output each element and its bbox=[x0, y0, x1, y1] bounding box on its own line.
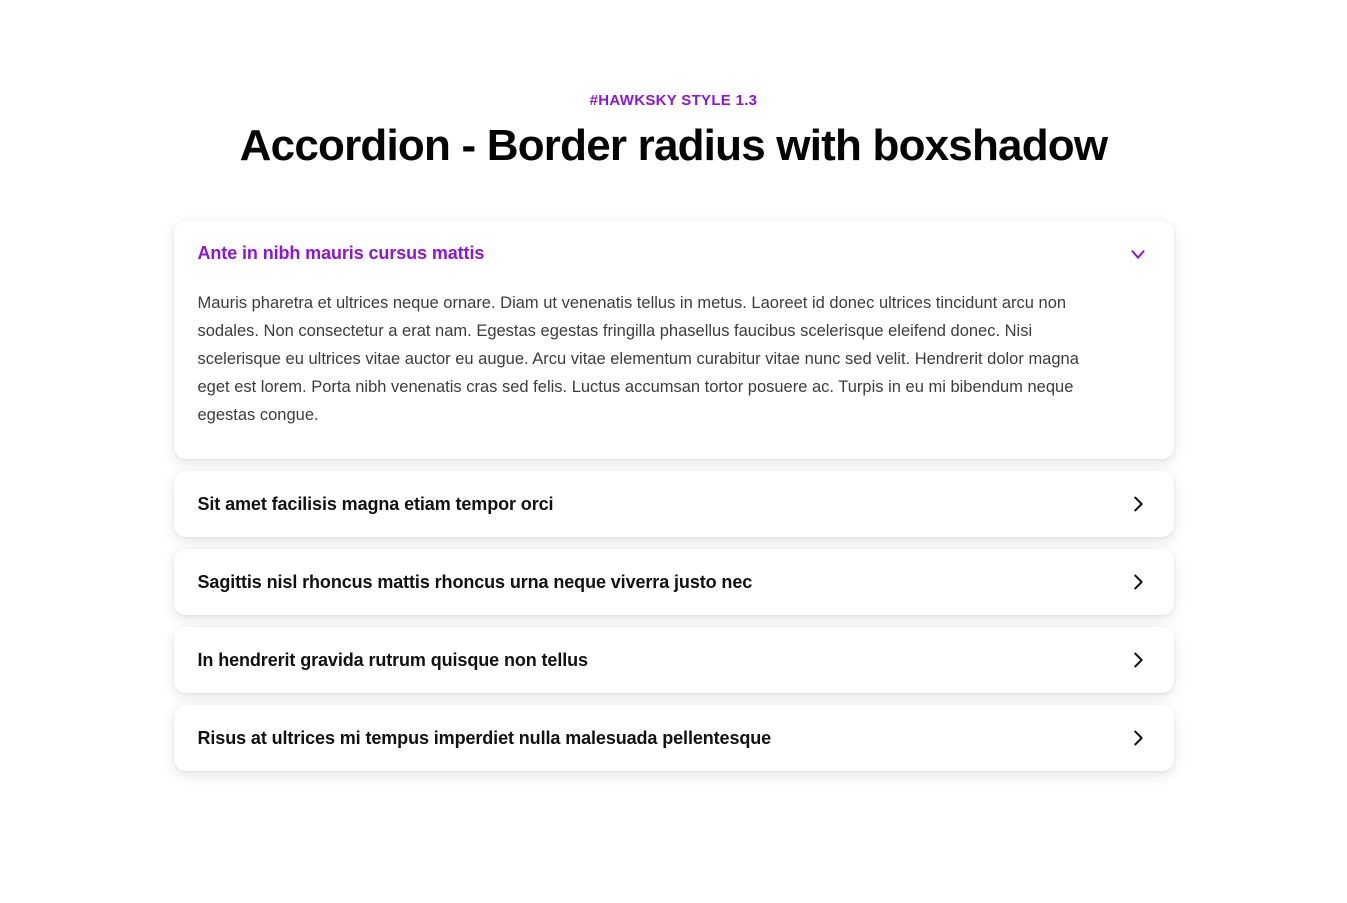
accordion-item-title: Risus at ultrices mi tempus imperdiet nulla malesuada pellentesque bbox=[197, 727, 772, 748]
accordion-item[interactable] bbox=[174, 627, 1174, 693]
chevron-right-icon[interactable] bbox=[1126, 726, 1150, 750]
accordion-item-title: Sit amet facilisis magna etiam tempor orci bbox=[197, 493, 554, 514]
page-eyebrow: #HAWKSKY STYLE 1.3 bbox=[589, 92, 758, 109]
chevron-right-icon[interactable] bbox=[1126, 648, 1150, 672]
accordion-item-title: Sagittis nisl rhoncus mattis rhoncus urna neque viverra justo nec bbox=[197, 571, 753, 592]
accordion-item-title: Ante in nibh mauris cursus mattis bbox=[197, 243, 485, 264]
chevron-right-icon[interactable] bbox=[1126, 492, 1150, 516]
accordion-header[interactable] bbox=[198, 705, 1150, 771]
page-title: Accordion - Border radius with boxshadow bbox=[239, 121, 1108, 170]
accordion-item[interactable] bbox=[174, 221, 1174, 459]
accordion-item[interactable] bbox=[174, 705, 1174, 771]
chevron-down-icon[interactable] bbox=[1126, 242, 1150, 266]
accordion-item-title: In hendrerit gravida rutrum quisque non tellus bbox=[197, 649, 588, 670]
accordion-header[interactable] bbox=[198, 549, 1150, 615]
accordion-header[interactable] bbox=[198, 471, 1150, 537]
accordion-item[interactable] bbox=[174, 471, 1174, 537]
accordion-header[interactable] bbox=[198, 221, 1150, 287]
accordion-item[interactable] bbox=[174, 549, 1174, 615]
accordion bbox=[174, 221, 1174, 771]
accordion-item-body: Mauris pharetra et ultrices neque ornare. Diam ut venenatis tellus in metus. Laoreet id donec ultrices tincidunt arcu non sodales. Non consectetur a erat nam. Egestas egestas fringilla phasellus faucibus scelerisque eleifend donec. Nisi scelerisque eu ultrices vitae auctor eu augue. Arcu vitae elementum curabitur vitae nunc sed velit. Hendrerit dolor magna eget est lorem. Porta nibh venenatis cras sed felis. Luctus accumsan tortor posuere ac. Turpis in eu mi bibendum neque egestas congue. bbox=[197, 294, 1079, 425]
chevron-right-icon[interactable] bbox=[1126, 570, 1150, 594]
accordion-header[interactable] bbox=[198, 627, 1150, 693]
